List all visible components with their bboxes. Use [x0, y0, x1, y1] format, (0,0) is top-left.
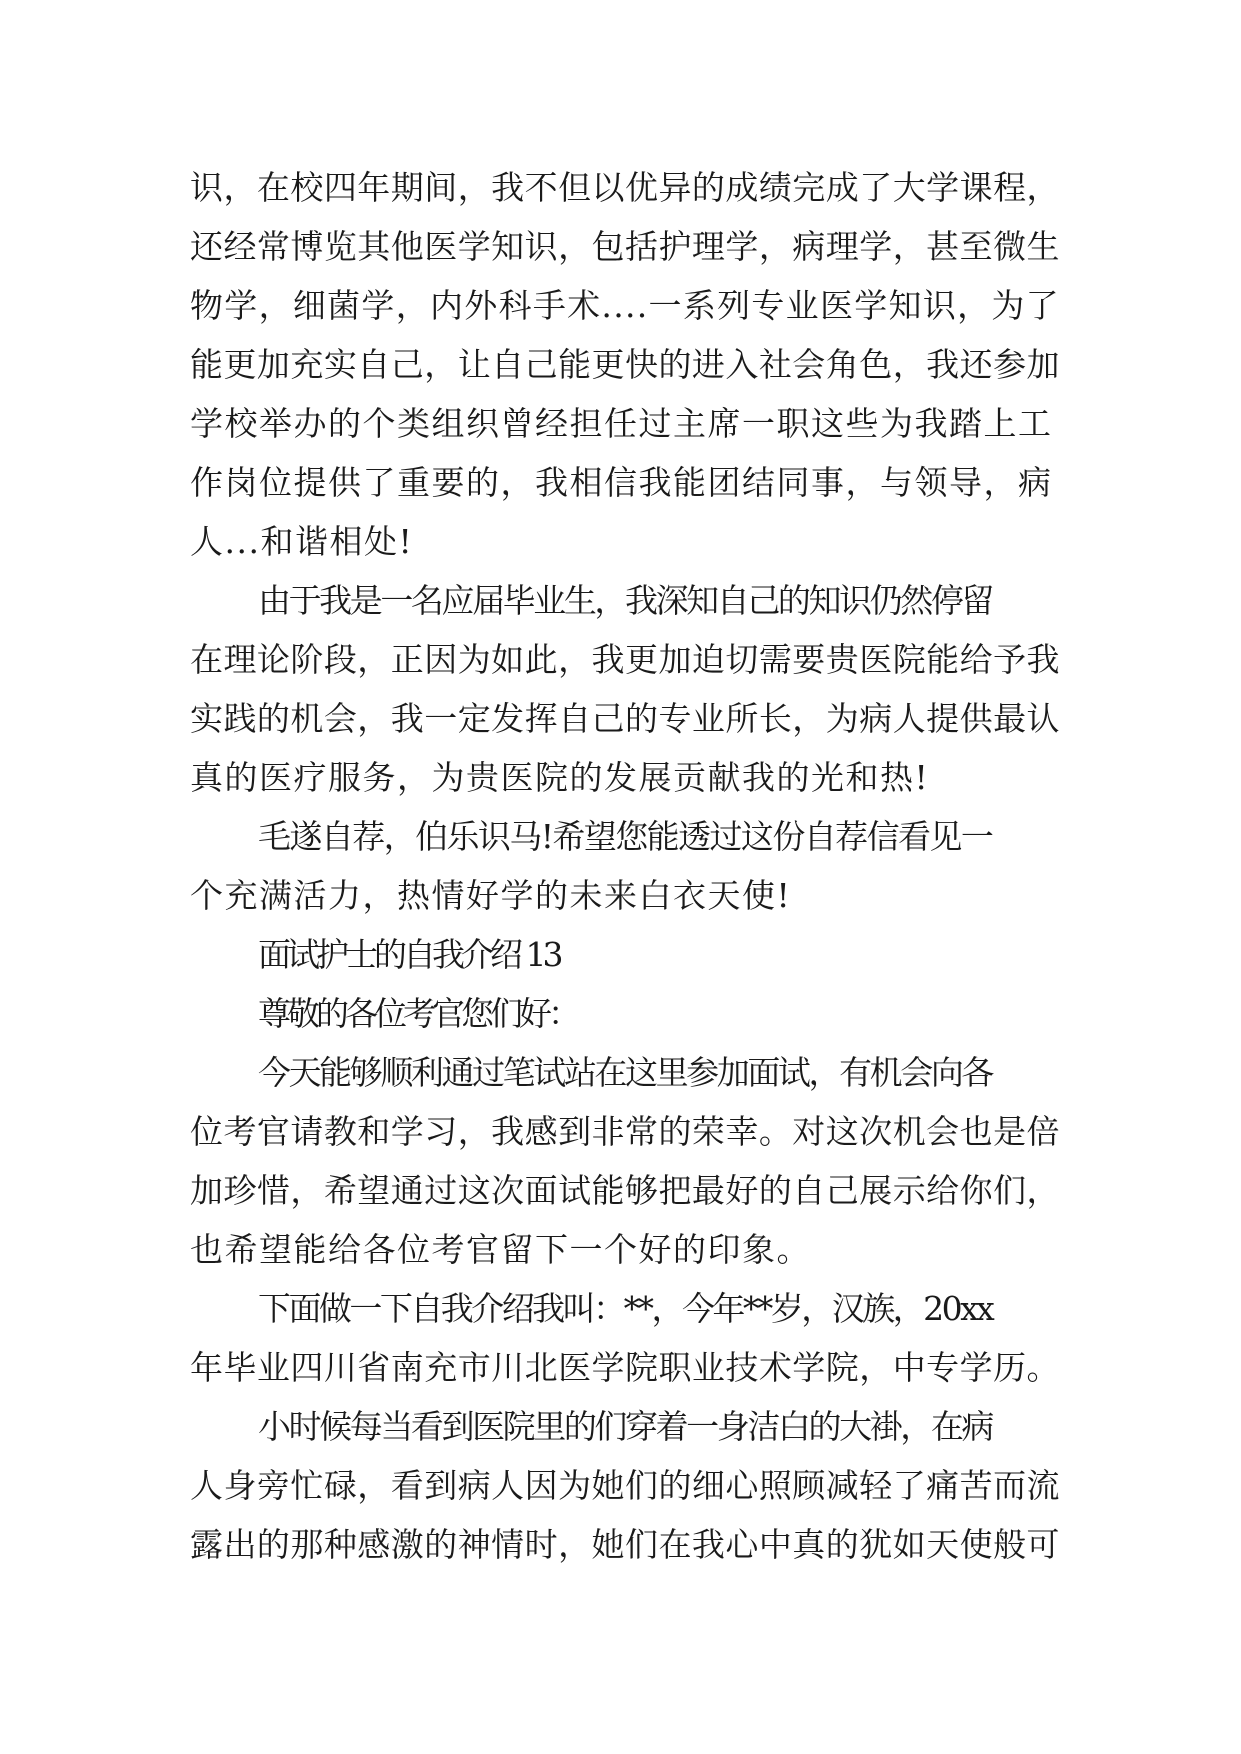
text-line: 真的医疗服务，为贵医院的发展贡献我的光和热!	[190, 758, 930, 797]
text-line: 位考官请教和学习，我感到非常的荣幸。对这次机会也是倍	[190, 1112, 1060, 1151]
text-line: 年毕业四川省南充市川北医学院职业技术学院，中专学历。	[190, 1348, 1060, 1387]
text-line: 尊敬的各位考官您们好：	[258, 994, 577, 1033]
text-line: 能更加充实自己，让自己能更快的进入社会角色，我还参加	[190, 345, 1060, 384]
text-line: 下面做一下自我介绍我叫：**，今年**岁，汉族，20xx	[258, 1289, 993, 1328]
text-line: 露出的那种感激的神情时，她们在我心中真的犹如天使般可	[190, 1525, 1060, 1564]
document-body	[190, 158, 1060, 1574]
text-line: 毛遂自荐，伯乐识马!希望您能透过这份自荐信看见一	[258, 817, 993, 856]
text-line: 也希望能给各位考官留下一个好的印象。	[190, 1230, 811, 1269]
text-line: 人...和谐相处!	[190, 522, 414, 561]
text-line: 识，在校四年期间，我不但以优异的成绩完成了大学课程，	[190, 168, 1060, 207]
text-line: 物学，细菌学，内外科手术....一系列专业医学知识，为了	[190, 286, 1060, 325]
text-line: 小时候每当看到医院里的们穿着一身洁白的大褂，在病	[258, 1407, 993, 1446]
text-line: 加珍惜，希望通过这次面试能够把最好的自己展示给你们，	[190, 1171, 1060, 1210]
text-line: 人身旁忙碌，看到病人因为她们的细心照顾减轻了痛苦而流	[190, 1466, 1060, 1505]
text-line: 实践的机会，我一定发挥自己的专业所长，为病人提供最认	[190, 699, 1060, 738]
text-line: 个充满活力，热情好学的未来白衣天使!	[190, 876, 792, 915]
text-line: 今天能够顺利通过笔试站在这里参加面试，有机会向各	[258, 1053, 993, 1092]
text-line: 在理论阶段，正因为如此，我更加迫切需要贵医院能给予我	[190, 640, 1060, 679]
text-line: 学校举办的个类组织曾经担任过主席一职这些为我踏上工	[190, 404, 1053, 443]
text-line: 还经常博览其他医学知识，包括护理学，病理学，甚至微生	[190, 227, 1060, 266]
text-line: 作岗位提供了重要的，我相信我能团结同事，与领导，病	[190, 463, 1053, 502]
text-line: 由于我是一名应届毕业生，我深知自己的知识仍然停留	[258, 581, 993, 620]
text-line: 面试护士的自我介绍 13	[258, 935, 560, 974]
